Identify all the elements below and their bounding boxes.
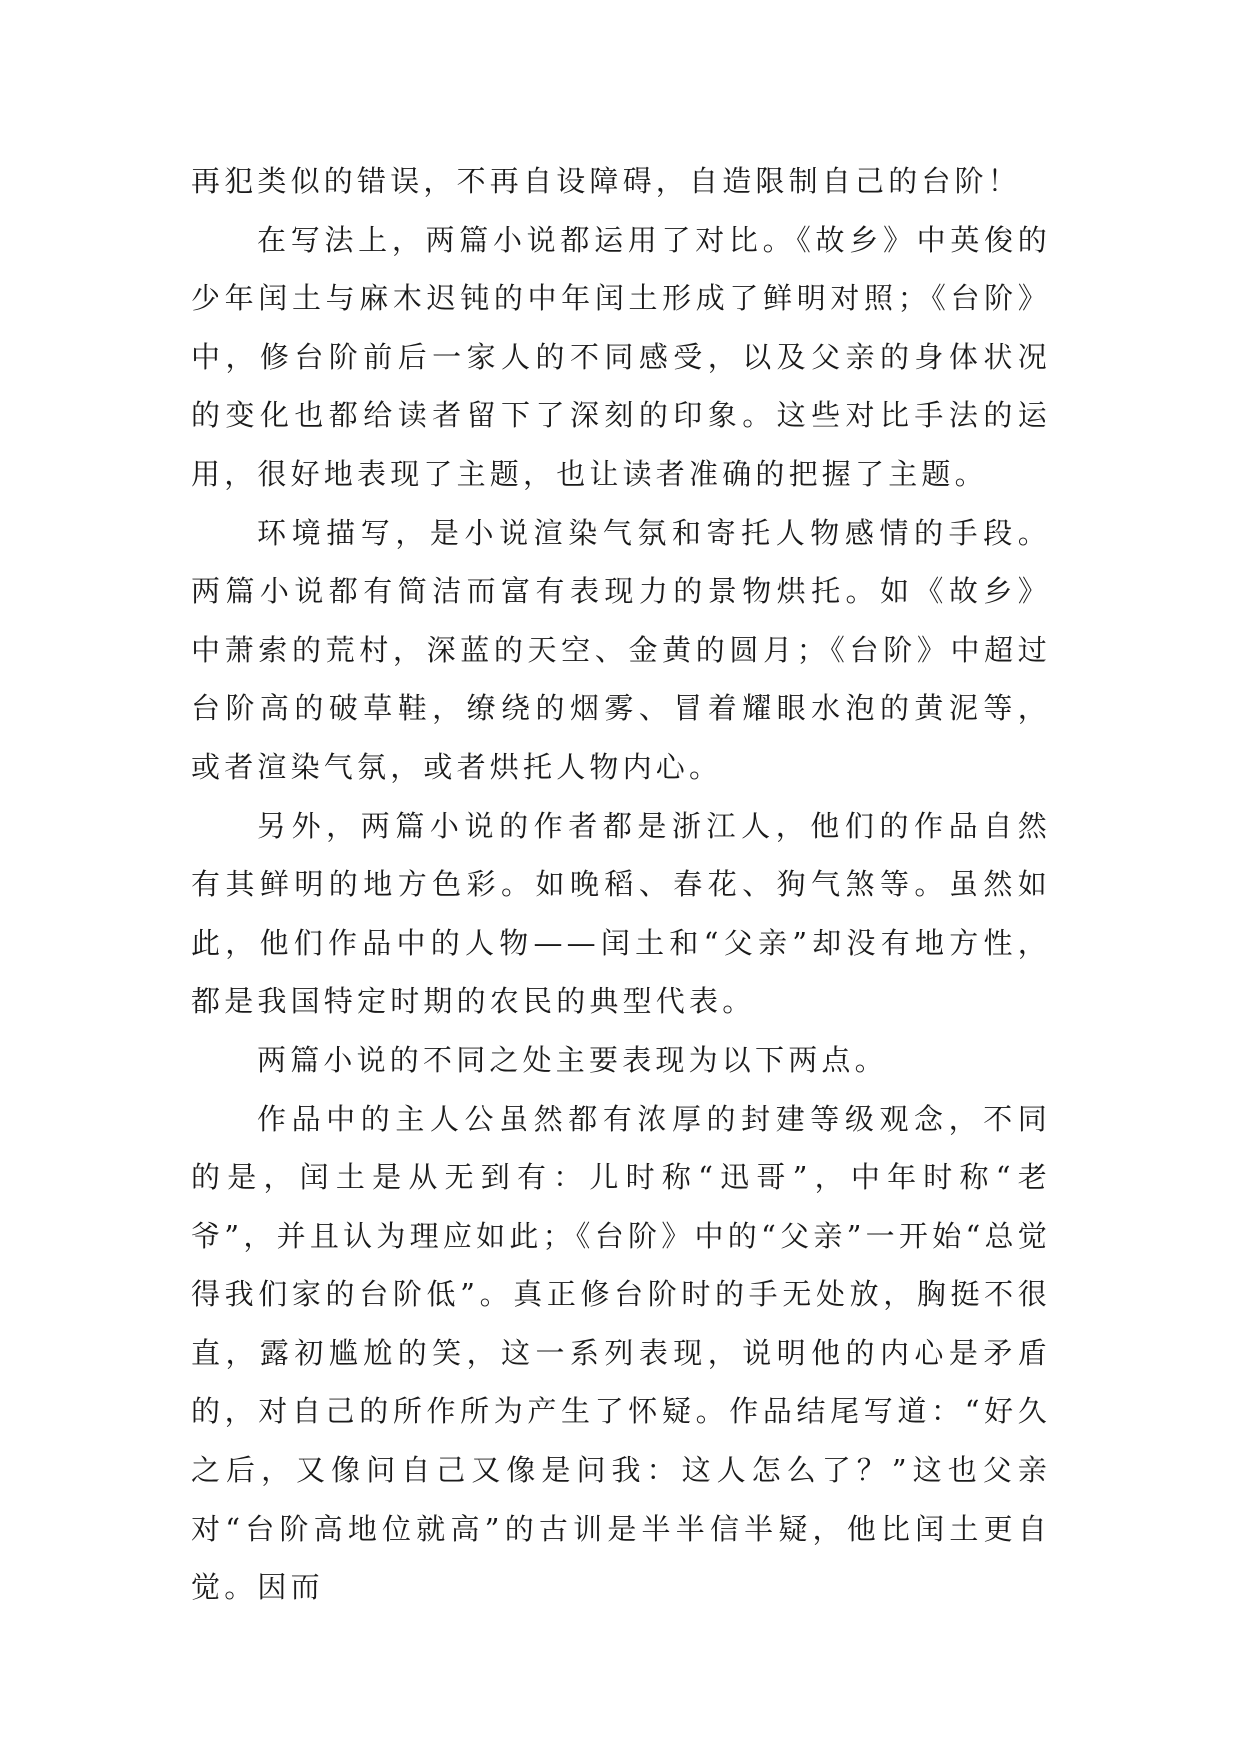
paragraph-3: 环境描写，是小说渲染气氛和寄托人物感情的手段。两篇小说都有简洁而富有表现力的景物烘托。如《故乡》中萧索的荒村，深蓝的天空、金黄的圆月；《台阶》中超过台阶高的破草鞋，缭绕的烟雾、冒着耀眼水泡的黄泥等，或者渲染气氛，或者烘托人物内心。 [191, 515, 1051, 784]
paragraph-2: 在写法上，两篇小说都运用了对比。《故乡》中英俊的少年闰土与麻木迟钝的中年闰土形成了鲜明对照；《台阶》中，修台阶前后一家人的不同感受，以及父亲的身体状况的变化也都给读者留下了深刻的印象。这些对比手法的运用，很好地表现了主题，也让读者准确的把握了主题。 [191, 222, 1051, 491]
paragraph-4: 另外，两篇小说的作者都是浙江人，他们的作品自然有其鲜明的地方色彩。如晚稻、春花、狗气煞等。虽然如此，他们作品中的人物——闰土和“父亲”却没有地方性，都是我国特定时期的农民的典型代表。 [191, 808, 1051, 1019]
paragraph-5: 两篇小说的不同之处主要表现为以下两点。 [257, 1042, 888, 1077]
paragraph-6: 作品中的主人公虽然都有浓厚的封建等级观念，不同的是，闰土是从无到有：儿时称“迅哥”，中年时称“老爷”，并且认为理应如此；《台阶》中的“父亲”一开始“总觉得我们家的台阶低”。真正修台阶时的手无处放，胸挺不很直，露初尴尬的笑，这一系列表现，说明他的内心是矛盾的，对自己的所作所为产生了怀疑。作品结尾写道：“好久之后，又像问自己又像是问我：这人怎么了？”这也父亲对“台阶高地位就高”的古训是半半信半疑，他比闰土更自觉。因而 [191, 1101, 1051, 1605]
document-page [191, 152, 1051, 1617]
paragraph-1: 再犯类似的错误，不再自设障碍，自造限制自己的台阶！ [191, 164, 1022, 198]
